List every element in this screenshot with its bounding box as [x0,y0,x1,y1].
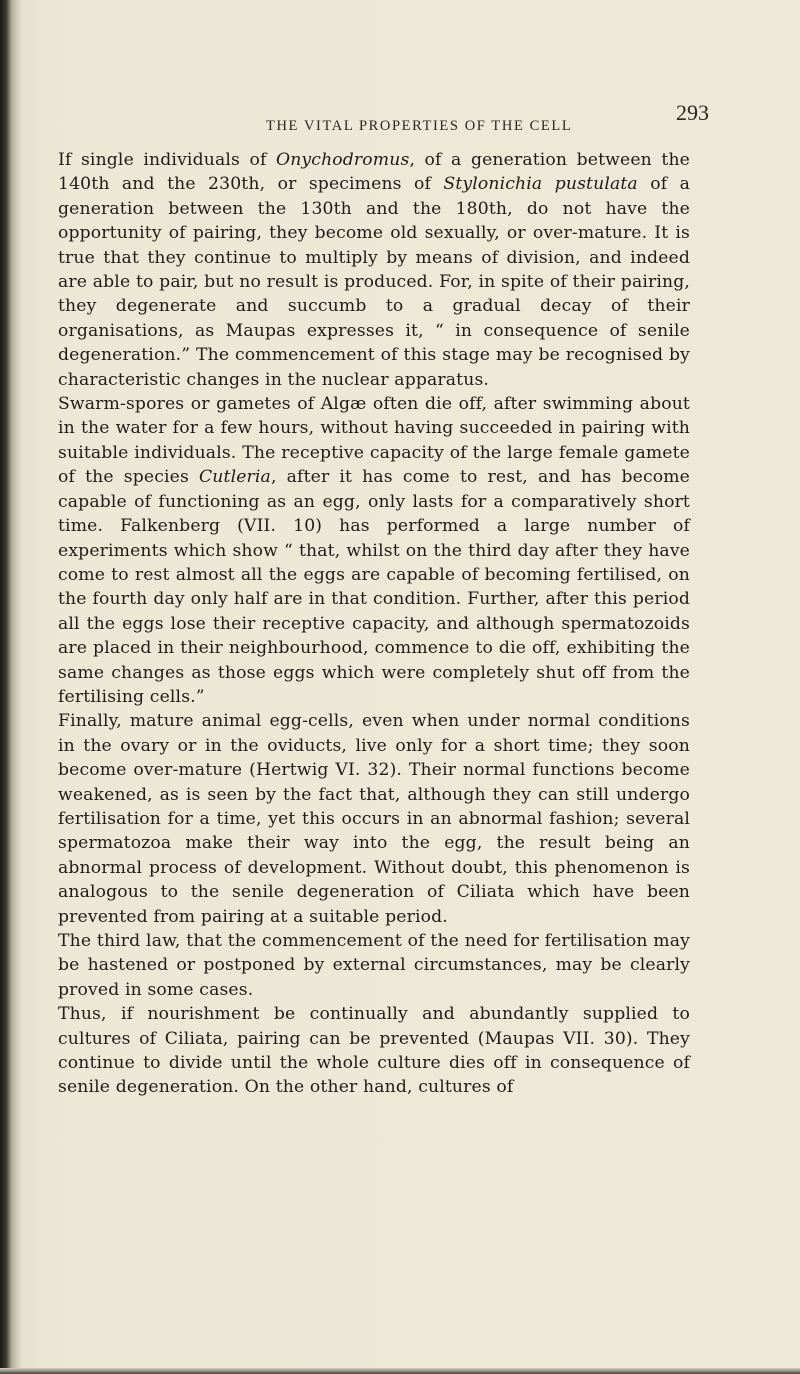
paragraph-1-text-a: If single individuals of [58,150,276,170]
paragraph-4: The third law, that the commencement of the need for fertilisation may be hastened or postponed by external circumstances, may be clearly proved in some cases. [58,931,690,1000]
paragraph-2-text-a: Swarm-spores or gametes of Algæ often die off, after swimming about in the water for a few hours, without having succeeded in pairing with suitable individuals. The receptive capacity of the large female gamete of the species [58,394,690,488]
paragraph-2 [58,392,690,709]
paragraph-1-text-c: , of a generation between the 140th and the 230th, or specimens of [58,150,690,195]
paragraph-1 [58,148,690,392]
running-head: THE VITAL PROPERTIES OF THE CELL [266,118,573,134]
species-name-onychodromus: Onychodromus [275,150,410,170]
paragraph-3: Finally, mature animal egg-cells, even when under normal conditions in the ovary or in the oviducts, live only for a short time; they soon become over-mature (Hertwig VI. 32). Their normal functions become weakened, as is seen by the fact that, although they can still undergo fertilisation for a time, yet this occurs in an abnormal fashion; several spermatozoa make their way into the egg, the result being an abnormal process of development. Without doubt, this phenomenon is analogous to the senile degeneration of Ciliata which have been prevented from pairing at a suitable period. [58,711,690,927]
page-bottom-edge [0,1368,800,1374]
page-number: 293 [676,100,709,125]
species-name-stylonichia: Stylonichia pustulata [443,174,638,195]
paragraph-1-text-e: of a generation between the 130th and the 180th, do not have the opportunity of pairing, they become old sexually, or over-mature. It is true that they continue to multiply by means of division, and indeed are able to pair, but no result is produced. For, in spite of their pairing, they degenerate and succumb to a gradual decay of their organisations, as Maupas expresses it, “ in consequence of senile degeneration.” The commencement of this stage may be recognised by characteristic changes in the nuclear apparatus. [58,174,690,390]
species-name-cutleria: Cutleria [199,467,271,488]
body-text [58,148,690,1100]
paragraph-5: Thus, if nourishment be continually and abundantly supplied to cultures of Ciliata, pairing can be prevented (Maupas VII. 30). They continue to divide until the whole culture dies off in consequence of senile degeneration. On the other hand, cultures of [58,1004,690,1098]
paragraph-2-text-c: , after it has come to rest, and has become capable of functioning as an egg, only lasts for a comparatively short time. Falkenberg (VII. 10) has performed a large number of experiments which show “ that, whilst on the third day after they have come to rest almost all the eggs are capable of becoming fertilised, on the fourth day only half are in that condition. Further, after this period all the eggs lose their receptive capacity, and although spermatozoids are placed in their neighbourhood, commence to die off, exhibiting the same changes as those eggs which were completely shut off from the fertilising cells.” [58,467,690,707]
